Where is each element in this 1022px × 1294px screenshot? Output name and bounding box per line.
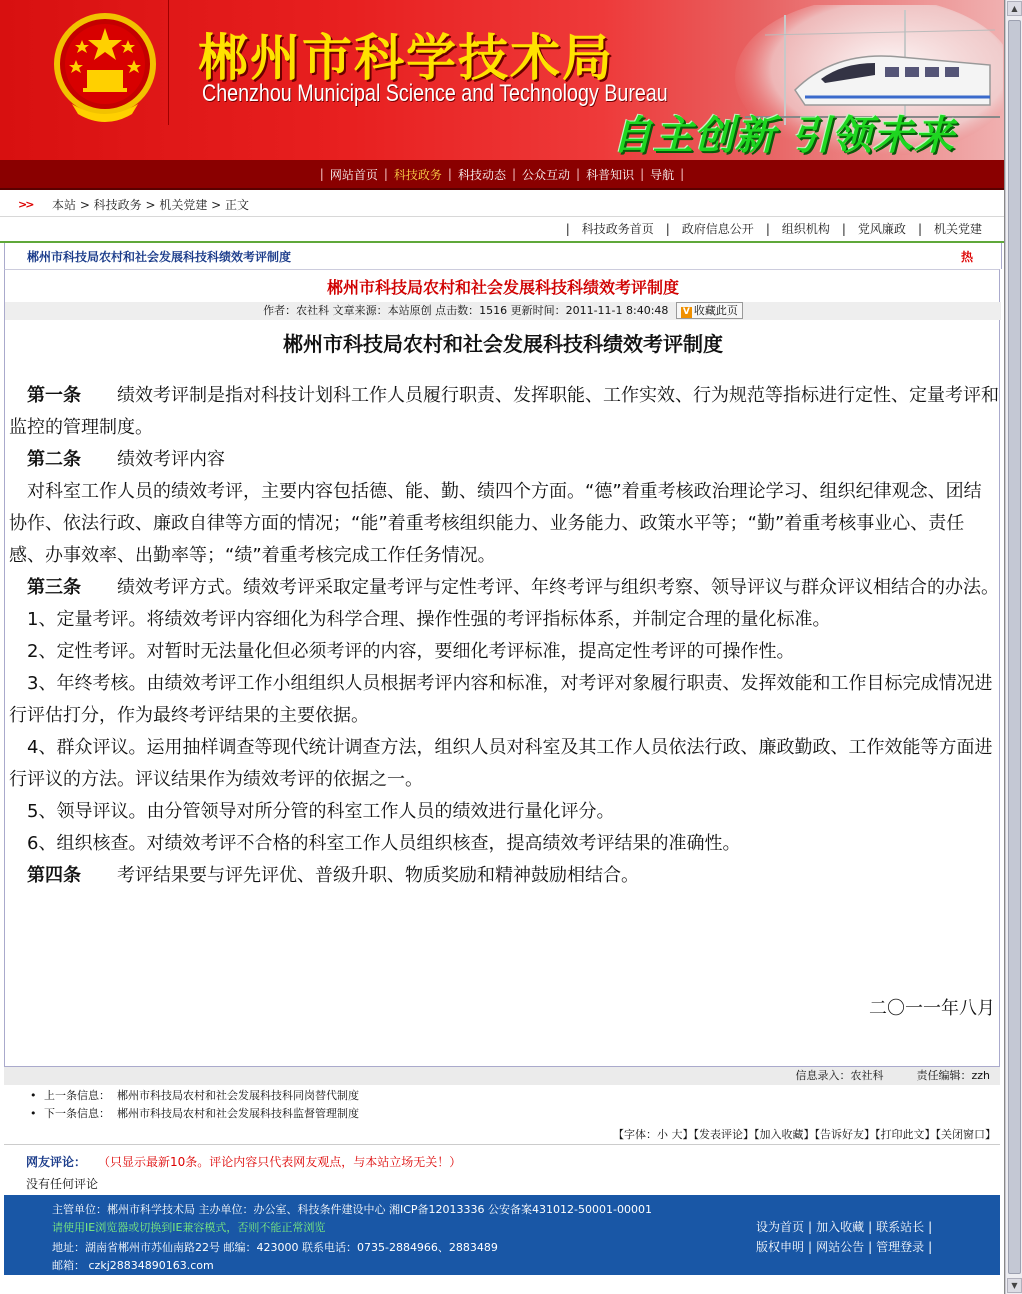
header-banner (0, 0, 1004, 160)
subnav-item-info-public[interactable]: 政府信息公开 (681, 222, 754, 236)
nav-item-gov-affairs[interactable]: 科技政务 (393, 167, 442, 182)
site-title-english: Chenzhou Municipal Science and Technology Bureau (202, 80, 668, 107)
paragraph: 第二条 绩效考评内容 (27, 449, 225, 470)
subnav-item-organization[interactable]: 组织机构 (781, 222, 830, 236)
national-emblem-icon (52, 8, 158, 126)
breadcrumb (0, 194, 1004, 217)
nav-separator: | (640, 167, 645, 181)
footer-email: 邮箱： czkj28834890163.com (52, 1259, 214, 1272)
nav-separator: | (511, 167, 517, 181)
article-tools[interactable]: 【字体：小 大】【发表评论】【加入收藏】【告诉好友】【打印此文】【关闭窗口】 (613, 1128, 996, 1141)
nav-item-news[interactable]: 科技动态 (457, 167, 506, 182)
article-clause-label: 第四条 (27, 865, 81, 886)
footer-links: 设为首页 | 加入收藏 | 联系站长 | 版权申明 | 网站公告 | 管理登录 | (752, 1217, 932, 1257)
footer-link-contact[interactable]: 联系站长 (876, 1220, 925, 1234)
favorite-button[interactable] (676, 302, 743, 319)
paragraph: 2、定性考评。对暂时无法量化但必须考评的内容，要细化考评标准，提高定性考评的可操作性。 (27, 641, 795, 662)
article-title: 郴州市科技局农村和社会发展科技科绩效考评制度 (283, 332, 723, 356)
footer-sponsor: 主管单位：郴州市科学技术局 主办单位：办公室、科技条件建设中心 湘ICP备12013336 公安备案431012-50001-00001 (52, 1203, 652, 1216)
paragraph: 第四条 考评结果要与评先评优、普级升职、物质奖励和精神鼓励相结合。 (27, 865, 639, 886)
subnav-item-integrity[interactable]: 党风廉政 (857, 222, 906, 236)
nav-item-navigation[interactable]: 导航 (650, 167, 675, 182)
main-nav (0, 160, 1004, 190)
article-date: 二〇一一年八月 (869, 998, 995, 1019)
next-label: 下一条信息： (44, 1107, 110, 1120)
subnav-item-party[interactable]: 机关党建 (933, 222, 982, 236)
footer-link-set-home[interactable]: 设为首页 (756, 1220, 805, 1234)
article-meta (5, 302, 1001, 320)
paragraph: 6、组织核查。对绩效考评不合格的科室工作人员组织核查，提高绩效考评结果的准确性。 (27, 833, 741, 854)
article-content (4, 269, 1000, 1067)
footer-link-admin-login[interactable]: 管理登录 (876, 1240, 925, 1254)
vertical-scrollbar[interactable] (1005, 0, 1022, 1294)
nav-item-home[interactable]: 网站首页 (329, 167, 378, 182)
article-clause-label: 第三条 (27, 577, 81, 598)
nav-item-science-knowledge[interactable]: 科普知识 (586, 167, 635, 182)
editor-info (4, 1067, 1000, 1085)
article-clause-label: 第二条 (27, 449, 81, 470)
comments-label: 网友评论： (26, 1155, 87, 1169)
article-list-header (4, 243, 1002, 269)
scroll-up-icon[interactable]: ▲ (1007, 1, 1022, 16)
article-list-title: 郴州市科技局农村和社会发展科技科绩效考评制度 (27, 250, 292, 264)
article-clause-label: 第一条 (27, 385, 81, 406)
comments-section (4, 1144, 1000, 1195)
paragraph: 第三条 绩效考评方式。绩效考评采取定量考评与定性考评、年终考评与组织考察、领导评议与群众评议相结合的办法。 (27, 577, 999, 598)
nav-separator: | (576, 167, 581, 181)
comments-note: （只显示最新10条。评论内容只代表网友观点，与本站立场无关！） (98, 1155, 462, 1169)
paragraph: 第一条 绩效考评制是指对科技计划科工作人员履行职责、发挥职能、工作实效、行为规范等指标进行定性、定量考评和监控的管理制度。 (9, 385, 999, 438)
footer-link-add-favorite[interactable]: 加入收藏 (816, 1220, 865, 1234)
scrollbar-thumb[interactable] (1008, 20, 1021, 1274)
favorite-label: 收藏此页 (693, 304, 738, 317)
prev-label: 上一条信息： (44, 1089, 110, 1102)
breadcrumb-path[interactable]: 本站 > 科技政务 > 机关党建 > 正文 (52, 198, 250, 212)
prev-next-links (30, 1087, 359, 1123)
next-link-row: • 下一条信息： 郴州市科技局农村和社会发展科技科监督管理制度 (30, 1107, 359, 1120)
prev-link-row: • 上一条信息： 郴州市科技局农村和社会发展科技科同岗替代制度 (30, 1089, 359, 1102)
footer-link-announcement[interactable]: 网站公告 (816, 1240, 865, 1254)
banner-divider (168, 0, 169, 125)
breadcrumb-arrows-icon: >> (18, 198, 33, 211)
subnav-item-gov-home[interactable]: 科技政务首页 (581, 222, 654, 236)
article-red-title: 郴州市科技局农村和社会发展科技科绩效考评制度 (326, 278, 679, 297)
footer (4, 1195, 1000, 1275)
nav-separator: | (383, 167, 388, 181)
nav-item-interaction[interactable]: 公众互动 (522, 167, 571, 182)
editor-info-text: 信息录入：农社科 责任编辑：zzh (795, 1069, 990, 1082)
comments-empty: 没有任何评论 (26, 1177, 99, 1191)
favorite-icon: V (681, 307, 692, 318)
article-meta-text: 作者：农社科 文章来源：本站原创 点击数：1516 更新时间：2011-11-1 8:40:48 (263, 304, 669, 317)
paragraph: 4、群众评议。运用抽样调查等现代统计调查方法，组织人员对科室及其工作人员依法行政、廉政勤政、工作效能等方面进行评议的方法。评议结果作为绩效考评的依据之一。 (9, 737, 993, 790)
article-body (9, 380, 999, 892)
nav-separator: | (447, 167, 452, 181)
paragraph: 对科室工作人员的绩效考评，主要内容包括德、能、勤、绩四个方面。“德”着重考核政治理论学习、组织纪律观念、团结协作、依法行政、廉政自律等方面的情况；“能”着重考核组织能力、业务能力、政策水平等；“勤”着重考核事业心、责任感、办事效率、出勤率等；“绩”着重考核完成工作任务情况。 (9, 481, 982, 566)
site-title: 郴州市科学技术局 (198, 29, 614, 87)
paragraph: 3、年终考核。由绩效考评工作小组组织人员根据考评内容和标准，对考评对象履行职责、发挥效能和工作目标完成情况进行评估打分，作为最终考评结果的主要依据。 (9, 673, 993, 726)
nav-separator: | (680, 167, 685, 181)
scroll-down-icon[interactable]: ▼ (1007, 1278, 1022, 1293)
paragraph: 1、定量考评。将绩效考评内容细化为科学合理、操作性强的考评指标体系，并制定合理的量化标准。 (27, 609, 831, 630)
nav-separator: | (319, 167, 324, 181)
paragraph: 5、领导评议。由分管领导对所分管的科室工作人员的绩效进行量化评分。 (27, 801, 615, 822)
footer-address: 地址：湖南省郴州市苏仙南路22号 邮编：423000 联系电话：0735-2884966、2883489 (52, 1241, 498, 1254)
slogan: 自主创新 引领未来 (612, 113, 955, 159)
footer-link-copyright[interactable]: 版权申明 (756, 1240, 805, 1254)
prev-link[interactable]: 郴州市科技局农村和社会发展科技科同岗替代制度 (117, 1089, 359, 1102)
sub-nav: | 科技政务首页 | 政府信息公开 | 组织机构 | 党风廉政 | 机关党建 (560, 220, 988, 238)
next-link[interactable]: 郴州市科技局农村和社会发展科技科监督管理制度 (117, 1107, 359, 1120)
hot-badge: 热 (960, 250, 973, 264)
footer-browser-note: 请使用IE浏览器或切换到IE兼容模式，否则不能正常浏览 (52, 1221, 326, 1234)
